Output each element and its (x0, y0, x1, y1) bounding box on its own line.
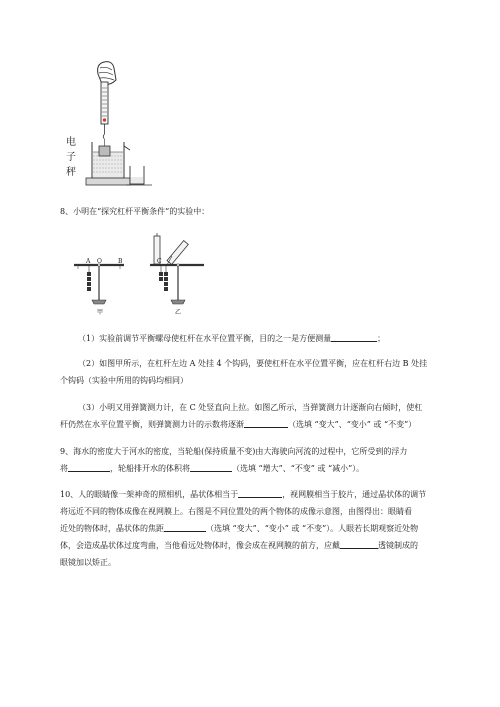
q9-options: （选填 “增大”、“不变” 或 “减小”）。 (232, 464, 365, 473)
caption-yi: 乙 (175, 309, 182, 316)
question-10-line2: 将远近不同的物体成像在视网膜上。右图是不同位置处的两个物体的成像示意图，由图得出：眼睛看 (60, 507, 412, 516)
question-10-line1 (60, 486, 480, 503)
answer-blank[interactable] (190, 462, 232, 472)
lever-figure (68, 232, 218, 318)
answer-blank[interactable] (238, 488, 282, 498)
fig-label-a: A (86, 258, 91, 265)
q8-part3-line1: （3）小明又用弹簧测力计，在 C 处竖直向上拉。如图乙所示，当弹簧测力计逐渐向右倾时，使杠 (78, 403, 423, 412)
q8-part2-line2: 个钩码（实验中所用的钩码均相同） (60, 376, 188, 385)
question-8-stem: 8、小明在“探究杠杆平衡条件”的实验中： (60, 207, 210, 216)
question-9-line1: 9、海水的密度大于河水的密度，当轮船(保持质量不变)由大海驶向河流的过程中，它所受到的浮力 (60, 447, 408, 456)
question-10-line4 (60, 537, 480, 554)
q8-part1-end: ； (377, 334, 386, 343)
scale-label-char: 秤 (66, 167, 76, 178)
q10-text-c: 近处的物体时，晶状体的焦距 (60, 524, 164, 533)
q10-text-a: 10、人的眼睛像一架神奇的照相机，晶状体相当于 (60, 490, 239, 499)
q10-options: （选填 “变大”、“变小” 或 “不变”）。人眼若长期观察近处物 (206, 524, 419, 533)
q10-text-b: ，视网膜相当于胶片，通过晶状体的调节 (282, 490, 427, 499)
q8-part3-line2 (60, 416, 480, 433)
q8-part1-text: （1）实验前调节平衡螺母使杠杆在水平位置平衡，目的之一是方便测量 (78, 334, 332, 343)
fig-label-b: B (118, 258, 123, 265)
question-9-line2 (60, 460, 480, 477)
answer-blank[interactable] (331, 332, 377, 342)
q10-text-d: 体，会造成晶状体过度弯曲，当他看远处物体时，像会成在视网膜的前方，应戴 (60, 541, 340, 550)
answer-blank[interactable] (340, 539, 378, 549)
q10-text-e: 透镜制成的 (378, 541, 418, 550)
scale-label-char: 电 (66, 137, 76, 148)
answer-blank[interactable] (164, 522, 206, 532)
q8-part1 (78, 330, 478, 347)
fig-label-o: O (97, 258, 102, 265)
answer-blank[interactable] (68, 462, 110, 472)
question-10-line3 (60, 520, 480, 537)
q9-text-b: ，轮船排开水的体积将 (110, 464, 190, 473)
caption-jia: 甲 (97, 309, 104, 316)
scale-label-char: 子 (66, 152, 76, 163)
q8-part3-text: 杆仍然在水平位置平衡，则弹簧测力计的示数将逐渐 (60, 420, 244, 429)
question-10-line5: 眼镜加以矫正。 (60, 558, 116, 567)
q8-part2-line1: （2）如图甲所示，在杠杆左边 A 处挂 4 个钩码，要使杠杆在水平位置平衡，应在杠杆右边 B 处挂 (78, 359, 428, 368)
scale-label (66, 135, 80, 180)
answer-blank[interactable] (244, 418, 288, 428)
q9-text-a: 将 (60, 464, 68, 473)
q8-part3-options: （选填 “变大”、“变小” 或 “不变”） (288, 420, 417, 429)
fig-label-c: C (157, 258, 162, 265)
